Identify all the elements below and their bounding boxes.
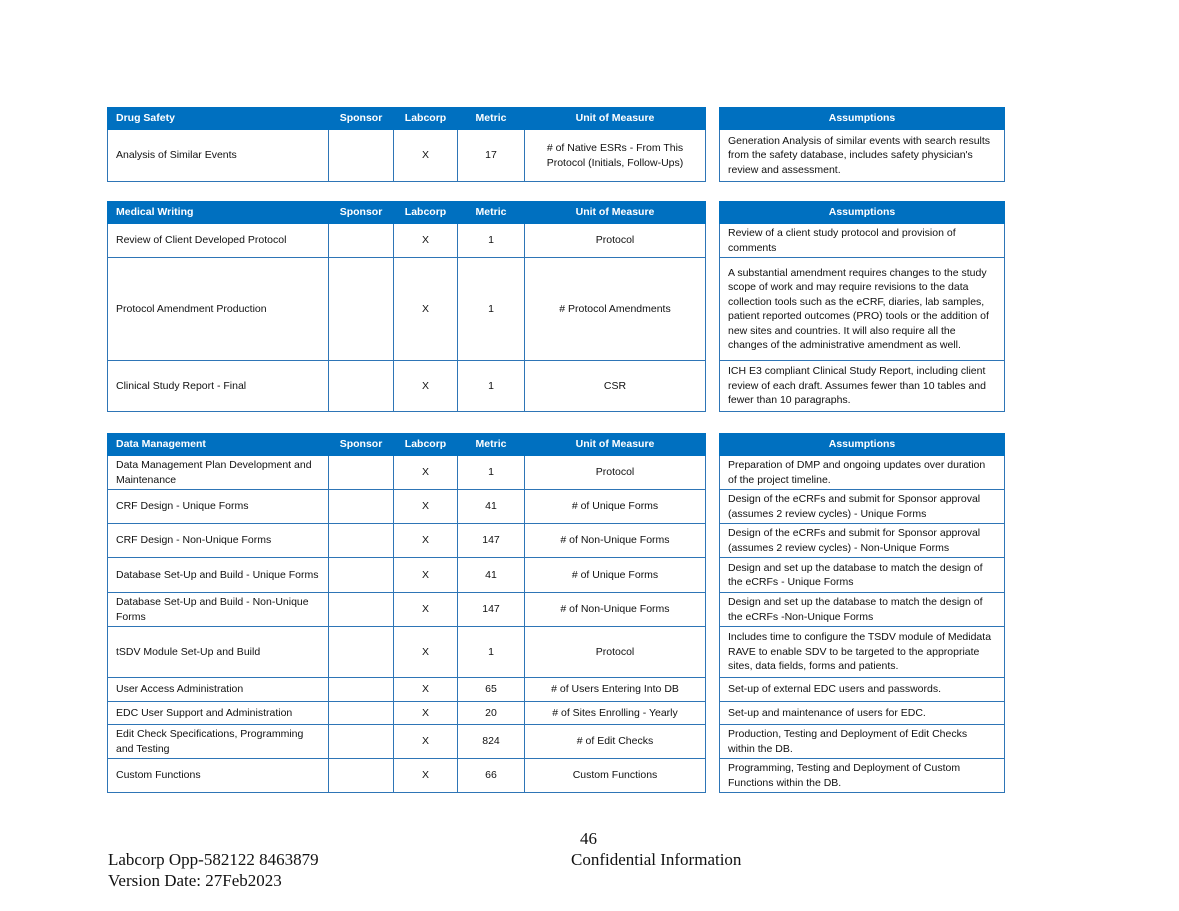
labcorp-cell: X — [394, 524, 458, 558]
unit-cell: Protocol — [525, 224, 706, 258]
sponsor-cell — [329, 130, 394, 182]
table-row — [720, 627, 1005, 678]
table-row — [108, 558, 706, 593]
table-row — [108, 361, 706, 412]
labcorp-cell: X — [394, 258, 458, 361]
sponsor-cell — [329, 759, 394, 793]
table-row — [720, 224, 1005, 258]
table-row — [720, 702, 1005, 725]
table-row — [108, 456, 706, 490]
version-date: Version Date: 27Feb2023 — [108, 871, 282, 890]
sponsor-cell — [329, 524, 394, 558]
labcorp-cell: X — [394, 558, 458, 593]
unit-cell: # Protocol Amendments — [525, 258, 706, 361]
sponsor-cell — [329, 593, 394, 627]
metric-cell: 147 — [458, 524, 525, 558]
unit-cell: CSR — [525, 361, 706, 412]
col-metric: Metric — [458, 202, 525, 224]
labcorp-cell: X — [394, 702, 458, 725]
metric-cell: 41 — [458, 558, 525, 593]
col-sponsor: Sponsor — [329, 434, 394, 456]
assumptions-table — [719, 433, 1005, 793]
task-name: Analysis of Similar Events — [108, 130, 329, 182]
task-name: Edit Check Specifications, Programming and Testing — [108, 725, 329, 759]
unit-cell: Protocol — [525, 456, 706, 490]
unit-cell: # of Sites Enrolling - Yearly — [525, 702, 706, 725]
metric-cell: 1 — [458, 258, 525, 361]
sponsor-cell — [329, 558, 394, 593]
col-sponsor: Sponsor — [329, 108, 394, 130]
table-header-row — [720, 108, 1005, 130]
task-name: CRF Design - Unique Forms — [108, 490, 329, 524]
section-title: Drug Safety — [108, 108, 329, 130]
col-unit: Unit of Measure — [525, 202, 706, 224]
metric-cell: 1 — [458, 456, 525, 490]
unit-cell: Custom Functions — [525, 759, 706, 793]
metric-cell: 66 — [458, 759, 525, 793]
assumption-cell: A substantial amendment requires changes to the study scope of work and may require revisions to the data collection tools such as the eCRF, diaries, lab samples, patient reported outcomes (PRO) tools or the addition of new sites and countries. It will also require all the changes of the administrative amendment as well. — [720, 258, 1005, 361]
table-row — [720, 524, 1005, 558]
unit-cell: # of Non-Unique Forms — [525, 593, 706, 627]
assumption-cell: Programming, Testing and Deployment of Custom Functions within the DB. — [720, 759, 1005, 793]
table-row — [720, 759, 1005, 793]
table-row — [108, 627, 706, 678]
labcorp-cell: X — [394, 593, 458, 627]
labcorp-cell: X — [394, 627, 458, 678]
assumption-cell: Production, Testing and Deployment of Edit Checks within the DB. — [720, 725, 1005, 759]
col-metric: Metric — [458, 434, 525, 456]
section-title: Medical Writing — [108, 202, 329, 224]
table-row — [720, 490, 1005, 524]
table-row — [108, 702, 706, 725]
sponsor-cell — [329, 702, 394, 725]
metric-cell: 1 — [458, 361, 525, 412]
table-header-row — [108, 434, 706, 456]
assumption-cell: Generation Analysis of similar events with search results from the safety database, includes safety physician's review and assessment. — [720, 130, 1005, 182]
task-name: Review of Client Developed Protocol — [108, 224, 329, 258]
table-header-row — [720, 434, 1005, 456]
task-name: Database Set-Up and Build - Non-Unique Forms — [108, 593, 329, 627]
assumption-cell: Preparation of DMP and ongoing updates over duration of the project timeline. — [720, 456, 1005, 490]
sponsor-cell — [329, 224, 394, 258]
sponsor-cell — [329, 725, 394, 759]
metric-cell: 41 — [458, 490, 525, 524]
table-row — [108, 224, 706, 258]
unit-cell: # of Unique Forms — [525, 558, 706, 593]
section-table — [107, 201, 706, 412]
table-row — [720, 258, 1005, 361]
task-name: Custom Functions — [108, 759, 329, 793]
assumption-cell: Design and set up the database to match the design of the eCRFs -Non-Unique Forms — [720, 593, 1005, 627]
labcorp-cell: X — [394, 725, 458, 759]
col-labcorp: Labcorp — [394, 108, 458, 130]
labcorp-cell: X — [394, 361, 458, 412]
metric-cell: 1 — [458, 627, 525, 678]
table-row — [108, 593, 706, 627]
assumption-cell: ICH E3 compliant Clinical Study Report, including client review of each draft. Assumes fewer than 10 tables and fewer than 10 paragraphs. — [720, 361, 1005, 412]
assumption-cell: Set-up and maintenance of users for EDC. — [720, 702, 1005, 725]
table-row — [108, 130, 706, 182]
table-row — [108, 524, 706, 558]
confidentiality-label: Confidential Information — [571, 850, 742, 869]
table-row — [108, 759, 706, 793]
assumptions-table — [719, 201, 1005, 412]
metric-cell: 147 — [458, 593, 525, 627]
table-row — [108, 490, 706, 524]
task-name: Protocol Amendment Production — [108, 258, 329, 361]
table-row — [108, 725, 706, 759]
section-table — [107, 433, 706, 793]
assumption-cell: Design of the eCRFs and submit for Sponsor approval (assumes 2 review cycles) - Non-Unique Forms — [720, 524, 1005, 558]
col-unit: Unit of Measure — [525, 108, 706, 130]
table-row — [720, 130, 1005, 182]
labcorp-cell: X — [394, 456, 458, 490]
col-unit: Unit of Measure — [525, 434, 706, 456]
sponsor-cell — [329, 456, 394, 490]
labcorp-cell: X — [394, 130, 458, 182]
table-row — [720, 678, 1005, 702]
unit-cell: # of Users Entering Into DB — [525, 678, 706, 702]
col-labcorp: Labcorp — [394, 434, 458, 456]
task-name: User Access Administration — [108, 678, 329, 702]
col-assumptions: Assumptions — [720, 434, 1005, 456]
unit-cell: # of Edit Checks — [525, 725, 706, 759]
task-name: tSDV Module Set-Up and Build — [108, 627, 329, 678]
page-number: 46 — [580, 829, 597, 848]
section-title: Data Management — [108, 434, 329, 456]
table-row — [720, 361, 1005, 412]
metric-cell: 65 — [458, 678, 525, 702]
assumption-cell: Includes time to configure the TSDV module of Medidata RAVE to enable SDV to be targeted to the appropriate sites, data fields, forms and patients. — [720, 627, 1005, 678]
assumption-cell: Review of a client study protocol and provision of comments — [720, 224, 1005, 258]
sponsor-cell — [329, 627, 394, 678]
table-row — [720, 456, 1005, 490]
task-name: CRF Design - Non-Unique Forms — [108, 524, 329, 558]
labcorp-cell: X — [394, 490, 458, 524]
labcorp-cell: X — [394, 224, 458, 258]
table-row — [720, 593, 1005, 627]
metric-cell: 17 — [458, 130, 525, 182]
labcorp-cell: X — [394, 759, 458, 793]
task-name: Database Set-Up and Build - Unique Forms — [108, 558, 329, 593]
table-header-row — [108, 108, 706, 130]
table-row — [720, 558, 1005, 593]
section-table — [107, 107, 706, 182]
col-sponsor: Sponsor — [329, 202, 394, 224]
assumptions-table — [719, 107, 1005, 182]
col-metric: Metric — [458, 108, 525, 130]
sponsor-cell — [329, 490, 394, 524]
unit-cell: Protocol — [525, 627, 706, 678]
unit-cell: # of Unique Forms — [525, 490, 706, 524]
sponsor-cell — [329, 361, 394, 412]
metric-cell: 1 — [458, 224, 525, 258]
task-name: EDC User Support and Administration — [108, 702, 329, 725]
labcorp-cell: X — [394, 678, 458, 702]
table-row — [108, 258, 706, 361]
col-assumptions: Assumptions — [720, 108, 1005, 130]
task-name: Clinical Study Report - Final — [108, 361, 329, 412]
table-row — [108, 678, 706, 702]
unit-cell: # of Native ESRs - From This Protocol (Initials, Follow-Ups) — [525, 130, 706, 182]
metric-cell: 20 — [458, 702, 525, 725]
assumption-cell: Set-up of external EDC users and passwords. — [720, 678, 1005, 702]
sponsor-cell — [329, 678, 394, 702]
col-labcorp: Labcorp — [394, 202, 458, 224]
sponsor-cell — [329, 258, 394, 361]
table-header-row — [108, 202, 706, 224]
task-name: Data Management Plan Development and Maintenance — [108, 456, 329, 490]
table-header-row — [720, 202, 1005, 224]
metric-cell: 824 — [458, 725, 525, 759]
unit-cell: # of Non-Unique Forms — [525, 524, 706, 558]
col-assumptions: Assumptions — [720, 202, 1005, 224]
assumption-cell: Design of the eCRFs and submit for Sponsor approval (assumes 2 review cycles) - Unique Forms — [720, 490, 1005, 524]
assumption-cell: Design and set up the database to match the design of the eCRFs - Unique Forms — [720, 558, 1005, 593]
table-row — [720, 725, 1005, 759]
document-id: Labcorp Opp-582122 8463879 — [108, 850, 319, 869]
